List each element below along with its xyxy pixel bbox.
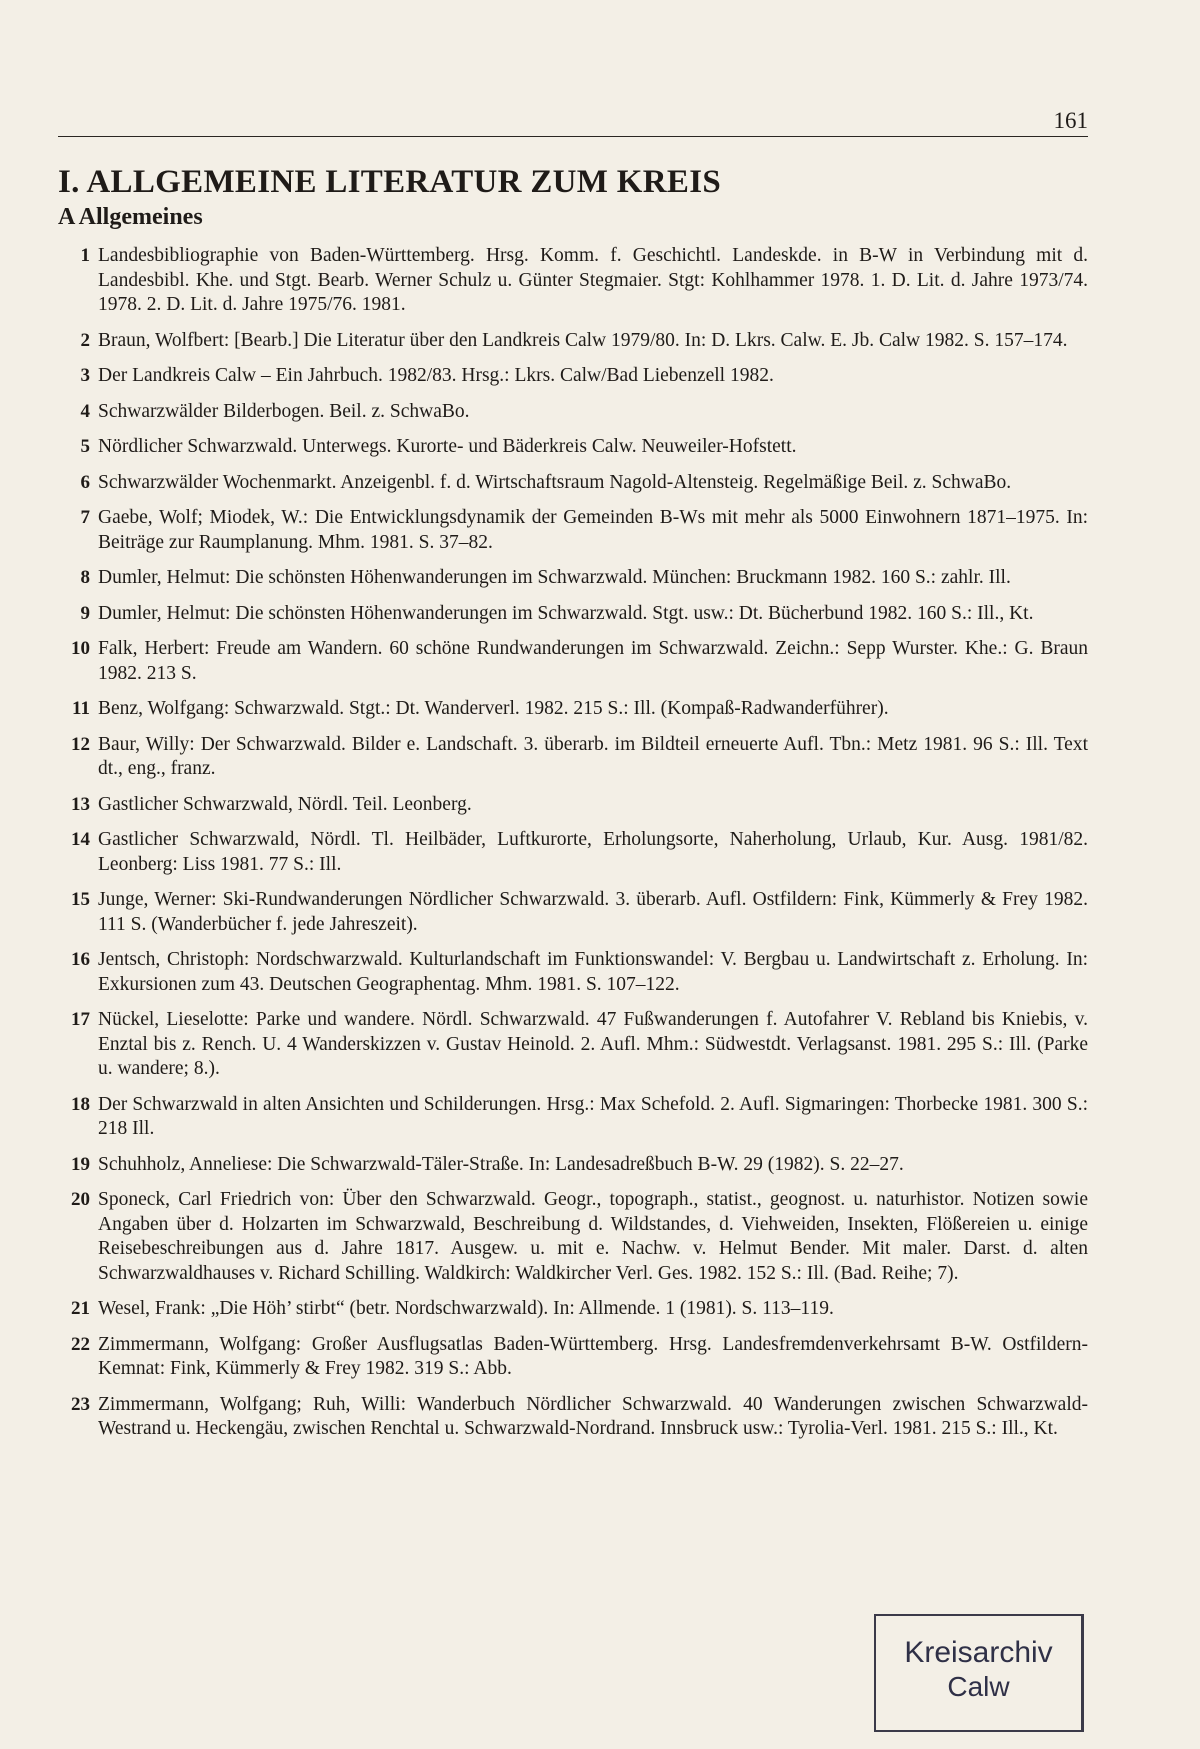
bibliography-entry xyxy=(58,793,1088,818)
entry-text: Junge, Werner: Ski-Rundwanderungen Nördlicher Schwarzwald. 3. überarb. Aufl. Ostfildern: Fink, Kümmerly & Frey 1982. 111 S. (Wanderbücher f. jede Jahreszeit). xyxy=(98,889,1088,935)
bibliography-entry xyxy=(58,329,1088,354)
entry-number: 12 xyxy=(71,733,90,755)
entry-number: 2 xyxy=(80,329,90,351)
bibliography-entry xyxy=(58,1008,1088,1082)
entry-number: 20 xyxy=(71,1189,90,1210)
entry-text: Baur, Willy: Der Schwarzwald. Bilder e. Landschaft. 3. überarb. im Bildteil erneuerte Aufl. Tbn.: Metz 1981. 96 S.: Ill. Text dt., eng., franz. xyxy=(98,733,1088,779)
entry-number: 17 xyxy=(71,1009,90,1030)
bibliography-entry xyxy=(58,566,1088,591)
entry-text: Dumler, Helmut: Die schönsten Höhenwanderungen im Schwarzwald. Stgt. usw.: Dt. Bücherbund 1982. 160 S.: Ill., Kt. xyxy=(98,602,1034,624)
bibliography-entry xyxy=(58,364,1088,389)
bibliography-entry xyxy=(58,1153,1088,1178)
entry-number: 8 xyxy=(80,567,90,588)
entry-text: Schwarzwälder Bilderbogen. Beil. z. SchwaBo. xyxy=(98,400,470,422)
bibliography-entry xyxy=(58,1093,1088,1142)
header-rule xyxy=(58,136,1088,137)
entry-number: 14 xyxy=(71,829,90,850)
entry-number: 18 xyxy=(71,1093,90,1115)
entry-number: 4 xyxy=(80,400,90,422)
entry-text: Nördlicher Schwarzwald. Unterwegs. Kurorte- und Bäderkreis Calw. Neuweiler-Hofstett. xyxy=(98,436,797,457)
stamp-line-city: Calw xyxy=(947,1671,1010,1702)
bibliography-entry xyxy=(58,1333,1088,1382)
entry-text: Falk, Herbert: Freude am Wandern. 60 schöne Rundwanderungen im Schwarzwald. Zeichn.: Sepp Wurster. Khe.: G. Braun 1982. 213 S. xyxy=(98,638,1088,684)
entry-number: 10 xyxy=(71,638,90,659)
bibliography-entry xyxy=(58,244,1088,318)
bibliography-entry xyxy=(58,1297,1088,1322)
archive-stamp xyxy=(874,1614,1084,1732)
bibliography-entry xyxy=(58,471,1088,496)
entry-number: 15 xyxy=(71,889,90,910)
bibliography-entry xyxy=(58,888,1088,937)
bibliography-entry xyxy=(58,435,1088,460)
entry-number: 7 xyxy=(80,507,90,528)
entry-text: Wesel, Frank: „Die Höh’ stirbt“ (betr. Nordschwarzwald). In: Allmende. 1 (1981). S. 113–119. xyxy=(98,1298,834,1319)
entry-number: 13 xyxy=(71,793,90,815)
entry-text: Dumler, Helmut: Die schönsten Höhenwanderungen im Schwarzwald. München: Bruckmann 1982. 160 S.: zahlr. Ill. xyxy=(98,567,1011,588)
bibliography-entry xyxy=(58,948,1088,997)
entry-text: Gastlicher Schwarzwald, Nördl. Tl. Heilbäder, Luftkurorte, Erholungsorte, Naherholung, Urlaub, Kur. Ausg. 1981/82. Leonberg: Liss 1981. 77 S.: Ill. xyxy=(98,829,1088,875)
entry-text: Benz, Wolfgang: Schwarzwald. Stgt.: Dt. Wanderverl. 1982. 215 S.: Ill. (Kompaß-Radwanderführer). xyxy=(98,698,889,719)
bibliography-entry xyxy=(58,828,1088,877)
entry-text: Der Landkreis Calw – Ein Jahrbuch. 1982/83. Hrsg.: Lkrs. Calw/Bad Liebenzell 1982. xyxy=(98,365,774,386)
entry-text: Zimmermann, Wolfgang; Ruh, Willi: Wanderbuch Nördlicher Schwarzwald. 40 Wanderungen zwischen Schwarzwald-Westrand u. Heckengäu, zwischen Renchtal u. Schwarzwald-Nordrand. Innsbruck usw.: Tyrolia-Verl. 1981. 215 S.: Ill., Kt. xyxy=(98,1393,1088,1439)
entry-number: 6 xyxy=(80,471,90,493)
stamp-line-archive: Kreisarchiv xyxy=(904,1636,1053,1669)
bibliography-entry xyxy=(58,506,1088,555)
bibliography-entry xyxy=(58,1188,1088,1286)
entry-text: Landesbibliographie von Baden-Württemberg. Hrsg. Komm. f. Geschichtl. Landeskde. in B-W in Verbindung mit d. Landesbibl. Khe. und Stgt. Bearb. Werner Schulz u. Günter Stegmaier. Stgt: Kohlhammer 1978. 1. D. Lit. d. Jahre 1973/74. 1978. 2. D. Lit. d. Jahre 1975/76. 1981. xyxy=(98,245,1088,315)
entry-number: 1 xyxy=(80,245,90,266)
page-number: 161 xyxy=(1053,108,1088,133)
entry-text: Gastlicher Schwarzwald, Nördl. Teil. Leonberg. xyxy=(98,793,472,815)
entry-number: 19 xyxy=(71,1153,90,1175)
bibliography-entry xyxy=(58,637,1088,686)
entry-text: Der Schwarzwald in alten Ansichten und Schilderungen. Hrsg.: Max Schefold. 2. Aufl. Sigmaringen: Thorbecke 1981. 300 S.: 218 Ill. xyxy=(98,1093,1088,1139)
chapter-title: I. ALLGEMEINE LITERATUR ZUM KREIS xyxy=(58,164,722,200)
entry-text: Nückel, Lieselotte: Parke und wandere. Nördl. Schwarzwald. 47 Fußwanderungen f. Autofahrer V. Rebland bis Kniebis, v. Enztal bis z. Rench. U. 4 Wanderskizzen v. Gustav Heinold. 2. Aufl. Mhm.: Südwestdt. Verlagsanst. 1981. 295 S.: Ill. (Parke u. wandere; 8.). xyxy=(98,1009,1088,1079)
bibliography-entry xyxy=(58,602,1088,627)
entry-text: Braun, Wolfbert: [Bearb.] Die Literatur über den Landkreis Calw 1979/80. In: D. Lkrs. Calw. E. Jb. Calw 1982. S. 157–174. xyxy=(98,329,1068,351)
entry-text: Zimmermann, Wolfgang: Großer Ausflugsatlas Baden-Württemberg. Hrsg. Landesfremdenverkehrsamt B-W. Ostfildern-Kemnat: Fink, Kümmerly & Frey 1982. 319 S.: Abb. xyxy=(98,1333,1088,1379)
entry-text: Sponeck, Carl Friedrich von: Über den Schwarzwald. Geogr., topograph., statist., geognost. u. naturhistor. Notizen sowie Angaben über d. Holzarten im Schwarzwald, Beschreibung d. Wildstandes, d. Viehweiden, Insekten, Flößereien u. einige Reisebeschreibungen aus d. Jahre 1817. Ausgew. u. mit e. Nachw. v. Helmut Bender. Mit maler. Darst. d. alten Schwarzwaldhauses v. Richard Schilling. Waldkirch: Waldkircher Verl. Ges. 1982. 152 S.: Ill. (Bad. Reihe; 7). xyxy=(98,1189,1088,1284)
bibliography-entry xyxy=(58,697,1088,722)
entry-number: 22 xyxy=(71,1333,90,1355)
entry-text: Jentsch, Christoph: Nordschwarzwald. Kulturlandschaft im Funktionswandel: V. Bergbau u. Landwirtschaft z. Erholung. In: Exkursionen zum 43. Deutschen Geographentag. Mhm. 1981. S. 107–122. xyxy=(98,949,1088,995)
entry-number: 23 xyxy=(71,1393,90,1415)
entry-text: Schwarzwälder Wochenmarkt. Anzeigenbl. f. d. Wirtschaftsraum Nagold-Altensteig. Regelmäßige Beil. z. SchwaBo. xyxy=(98,471,1012,493)
entry-number: 5 xyxy=(80,436,90,457)
bibliography-entry xyxy=(58,400,1088,425)
entry-number: 11 xyxy=(72,698,90,719)
entry-number: 3 xyxy=(80,365,90,386)
bibliography-entry xyxy=(58,1393,1088,1442)
entry-number: 9 xyxy=(80,602,90,624)
entry-number: 21 xyxy=(71,1298,90,1319)
entry-number: 16 xyxy=(71,949,90,970)
entry-text: Schuhholz, Anneliese: Die Schwarzwald-Täler-Straße. In: Landesadreßbuch B-W. 29 (1982). S. 22–27. xyxy=(98,1153,904,1175)
entry-text: Gaebe, Wolf; Miodek, W.: Die Entwicklungsdynamik der Gemeinden B-Ws mit mehr als 5000 Einwohnern 1871–1975. In: Beiträge zur Raumplanung. Mhm. 1981. S. 37–82. xyxy=(98,507,1088,553)
bibliography-list xyxy=(58,244,1088,1453)
bibliography-entry xyxy=(58,733,1088,782)
section-title: A Allgemeines xyxy=(58,204,203,230)
